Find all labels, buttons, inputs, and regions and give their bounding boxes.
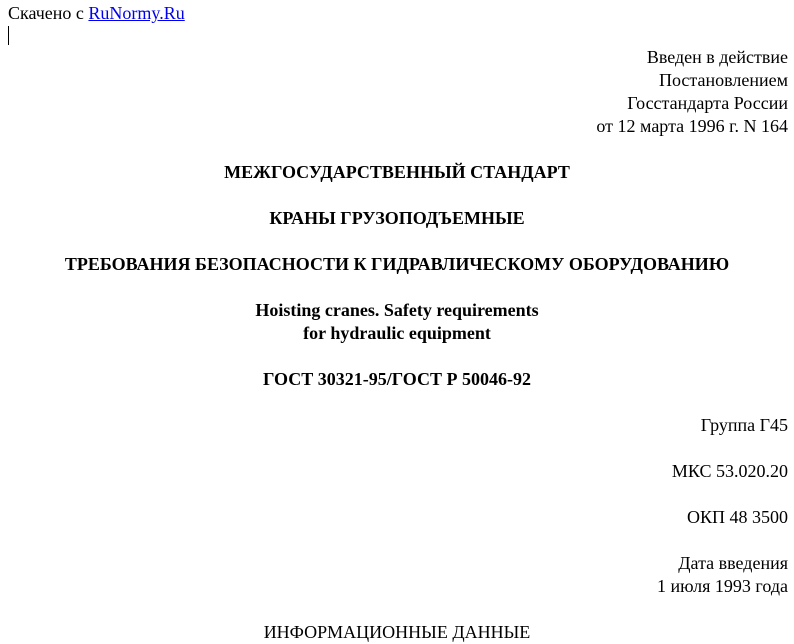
section-heading: ИНФОРМАЦИОННЫЕ ДАННЫЕ (263, 622, 531, 642)
text-cursor (8, 26, 9, 45)
title-en-line-1: Hoisting cranes. Safety requirements (255, 300, 539, 320)
introduction-date: 1 июля 1993 года (657, 576, 788, 596)
classification-mks: МКС 53.020.20 (671, 461, 788, 481)
enactment-line-2: Постановлением (658, 70, 788, 90)
title-en-line-2: for hydraulic equipment (303, 323, 491, 343)
standard-designation: ГОСТ 30321-95/ГОСТ Р 50046-92 (263, 369, 531, 389)
enactment-line-4: от 12 марта 1996 г. N 164 (596, 116, 788, 136)
title-ru-line-1: КРАНЫ ГРУЗОПОДЪЕМНЫЕ (269, 208, 525, 228)
enactment-line-3: Госстандарта России (627, 93, 788, 113)
classification-okp: ОКП 48 3500 (686, 507, 788, 527)
title-ru-line-2: ТРЕБОВАНИЯ БЕЗОПАСНОСТИ К ГИДРАВЛИЧЕСКОМУ ОБОРУДОВАНИЮ (64, 254, 730, 274)
source-link[interactable]: RuNormy.Ru (88, 3, 185, 23)
introduction-label: Дата введения (678, 553, 788, 573)
source-line (8, 2, 185, 25)
source-prefix: Скачено с (8, 3, 84, 23)
classification-group: Группа Г45 (700, 415, 788, 435)
standard-type-heading: МЕЖГОСУДАРСТВЕННЫЙ СТАНДАРТ (224, 162, 570, 182)
enactment-line-1: Введен в действие (646, 47, 788, 67)
